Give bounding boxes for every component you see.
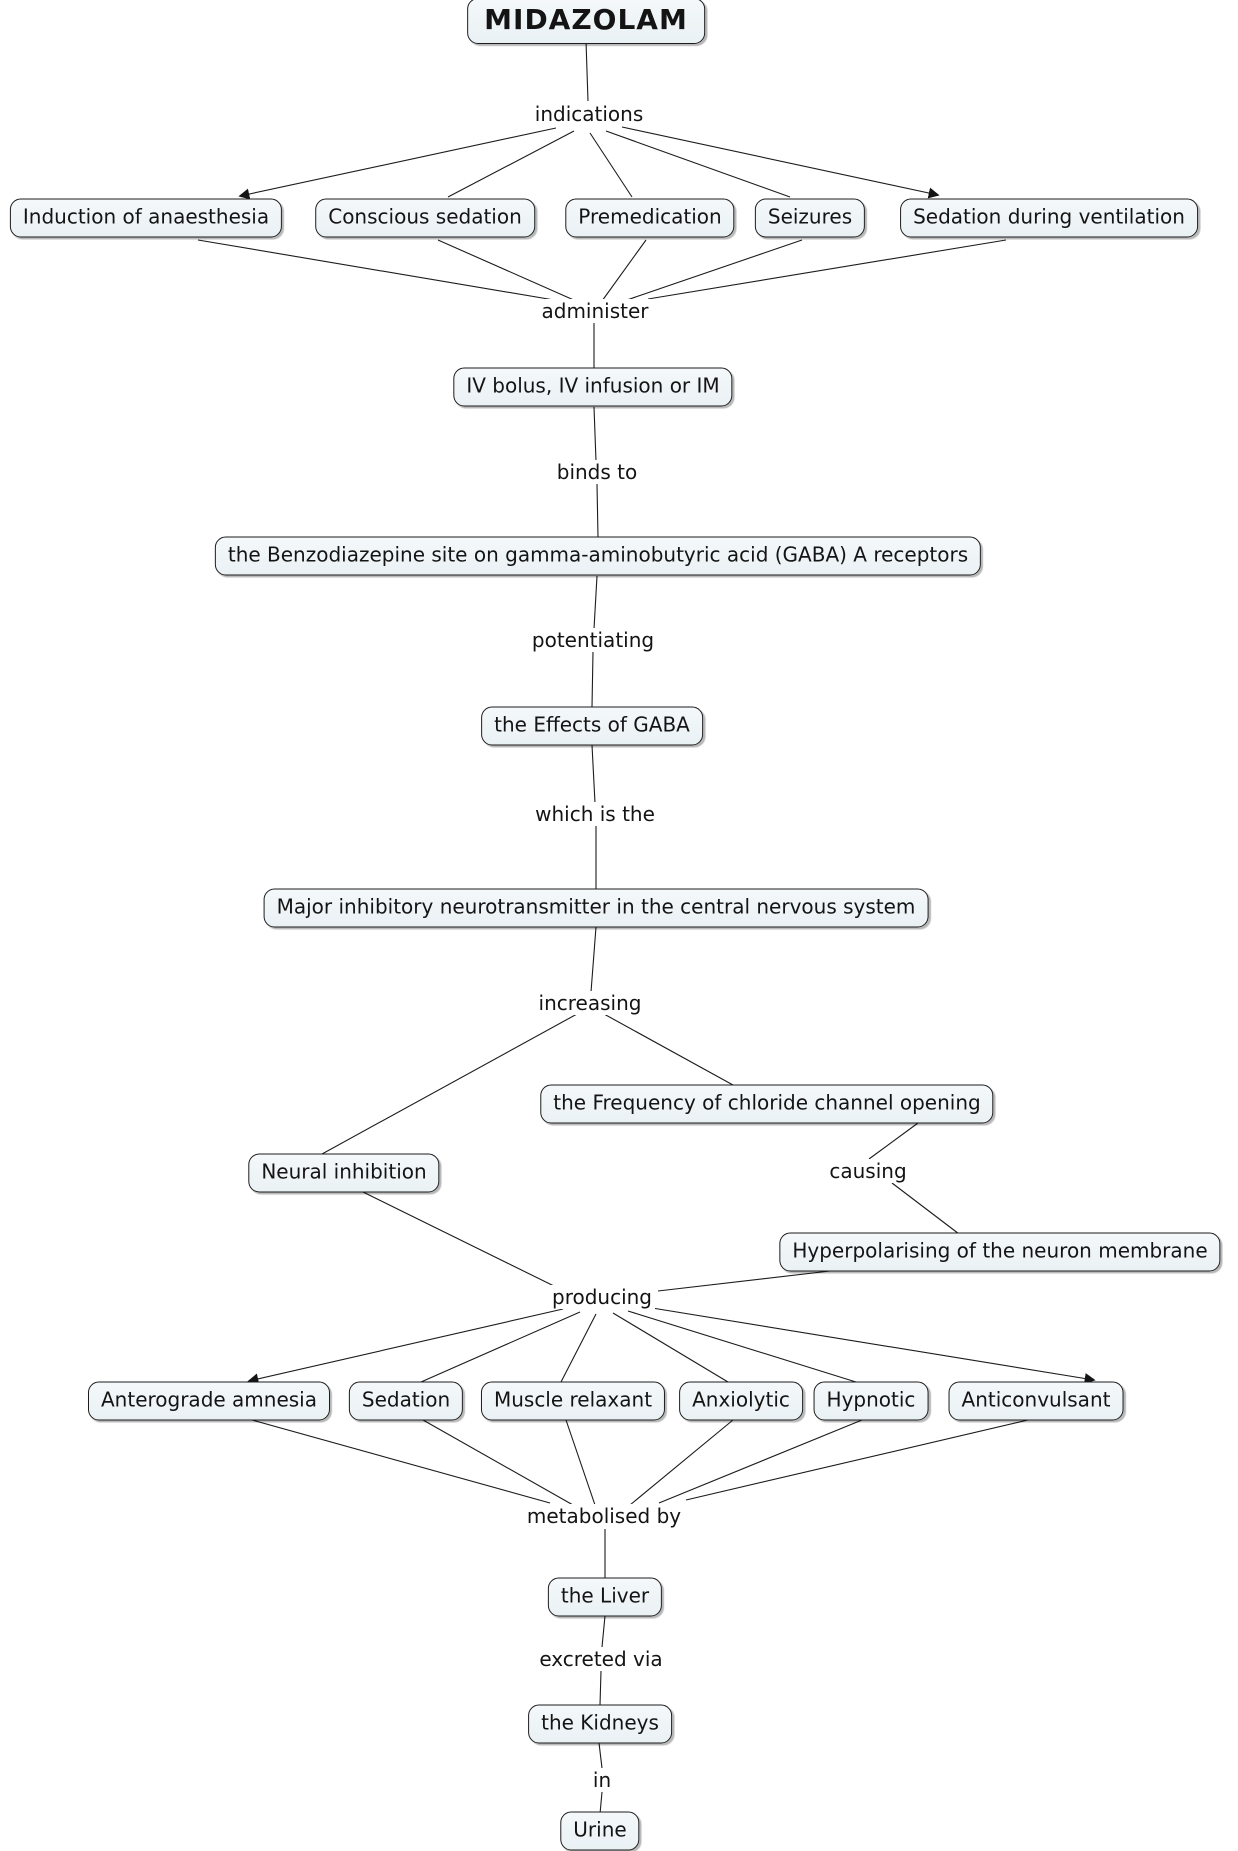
line-indications-premedication xyxy=(590,133,632,197)
line-excreted-via-kidneys xyxy=(600,1671,601,1705)
concept-benzodiazepine-site[interactable]: the Benzodiazepine site on gamma-aminobutyric acid (GABA) A receptors xyxy=(215,537,981,576)
concept-anterograde-amnesia[interactable]: Anterograde amnesia xyxy=(88,1382,330,1421)
linking-phrase-metabolised-by[interactable]: metabolised by xyxy=(524,1504,684,1528)
line-muscle-relaxant-metabolised-by xyxy=(566,1420,595,1505)
line-indications-induction xyxy=(240,128,556,196)
concept-premedication[interactable]: Premedication xyxy=(565,199,734,238)
line-producing-muscle-relaxant xyxy=(561,1314,596,1382)
concept-iv-bolus-infusion-im[interactable]: IV bolus, IV infusion or IM xyxy=(453,368,732,407)
line-indications-sedation-ventilation xyxy=(622,127,938,195)
line-binds-to-benzo-site xyxy=(597,484,598,537)
line-increasing-neural-inhibition xyxy=(322,1014,577,1154)
line-producing-amnesia xyxy=(249,1309,563,1381)
line-midazolam-indications xyxy=(586,41,588,101)
linking-phrase-producing[interactable]: producing xyxy=(549,1285,655,1309)
line-amnesia-metabolised-by xyxy=(252,1420,550,1503)
line-indications-seizures xyxy=(606,131,790,197)
line-hyperpolarising-producing xyxy=(658,1271,830,1291)
linking-phrase-in[interactable]: in xyxy=(590,1768,614,1792)
line-causing-hyperpolarising xyxy=(892,1183,963,1237)
line-anticonvulsant-metabolised-by xyxy=(686,1420,1028,1500)
concept-liver[interactable]: the Liver xyxy=(548,1578,662,1617)
concept-conscious-sedation[interactable]: Conscious sedation xyxy=(315,199,535,238)
concept-neural-inhibition[interactable]: Neural inhibition xyxy=(248,1154,439,1193)
concept-muscle-relaxant[interactable]: Muscle relaxant xyxy=(481,1382,665,1421)
linking-phrase-binds-to[interactable]: binds to xyxy=(554,460,640,484)
concept-hyperpolarising-neuron-membrane[interactable]: Hyperpolarising of the neuron membrane xyxy=(779,1233,1220,1272)
line-producing-anxiolytic xyxy=(613,1313,728,1382)
concept-seizures[interactable]: Seizures xyxy=(755,199,865,238)
concept-kidneys[interactable]: the Kidneys xyxy=(528,1705,672,1744)
concept-major-inhibitory-neurotransmitter[interactable]: Major inhibitory neurotransmitter in the central nervous system xyxy=(264,889,929,928)
concept-chloride-channel-opening[interactable]: the Frequency of chloride channel opening xyxy=(540,1085,993,1124)
line-producing-hypnotic xyxy=(628,1311,856,1382)
concept-effects-of-gaba[interactable]: the Effects of GABA xyxy=(481,707,703,746)
line-producing-anticonvulsant xyxy=(646,1307,1094,1380)
concept-hypnotic[interactable]: Hypnotic xyxy=(814,1382,929,1421)
line-producing-sedation xyxy=(421,1312,580,1382)
concept-midazolam[interactable]: MIDAZOLAM xyxy=(467,0,705,44)
line-route-binds-to xyxy=(594,407,596,461)
linking-phrase-increasing[interactable]: increasing xyxy=(536,991,645,1015)
linking-phrase-which-is-the[interactable]: which is the xyxy=(532,802,658,826)
line-seizures-administer xyxy=(624,240,802,301)
line-liver-excreted-via xyxy=(602,1616,605,1647)
line-premedication-administer xyxy=(602,240,646,301)
line-hypnotic-metabolised-by xyxy=(659,1420,862,1503)
line-indications-conscious-sedation xyxy=(448,131,574,197)
linking-phrase-administer[interactable]: administer xyxy=(538,299,651,323)
line-chloride-causing xyxy=(869,1123,918,1159)
concept-urine[interactable]: Urine xyxy=(560,1812,639,1851)
line-neural-inhibition-producing xyxy=(363,1192,556,1287)
line-major-inhibitory-increasing xyxy=(591,927,596,992)
line-benzo-site-potentiating xyxy=(594,576,597,629)
linking-phrase-excreted-via[interactable]: excreted via xyxy=(536,1647,665,1671)
line-increasing-chloride xyxy=(604,1014,733,1085)
line-kidneys-in xyxy=(599,1743,602,1768)
concept-anxiolytic[interactable]: Anxiolytic xyxy=(679,1382,803,1421)
line-sedation-ventilation-administer xyxy=(648,240,1006,299)
linking-phrase-potentiating[interactable]: potentiating xyxy=(529,628,657,652)
line-sedation-metabolised-by xyxy=(423,1420,573,1505)
line-gaba-effects-which-is-the xyxy=(592,745,595,803)
concept-sedation-during-ventilation[interactable]: Sedation during ventilation xyxy=(900,199,1198,238)
linking-phrase-causing[interactable]: causing xyxy=(826,1159,909,1183)
line-potentiating-gaba-effects xyxy=(592,652,593,707)
concept-sedation[interactable]: Sedation xyxy=(349,1382,463,1421)
concept-induction-of-anaesthesia[interactable]: Induction of anaesthesia xyxy=(10,199,282,238)
linking-phrase-indications[interactable]: indications xyxy=(532,102,646,126)
concept-anticonvulsant[interactable]: Anticonvulsant xyxy=(949,1382,1124,1421)
